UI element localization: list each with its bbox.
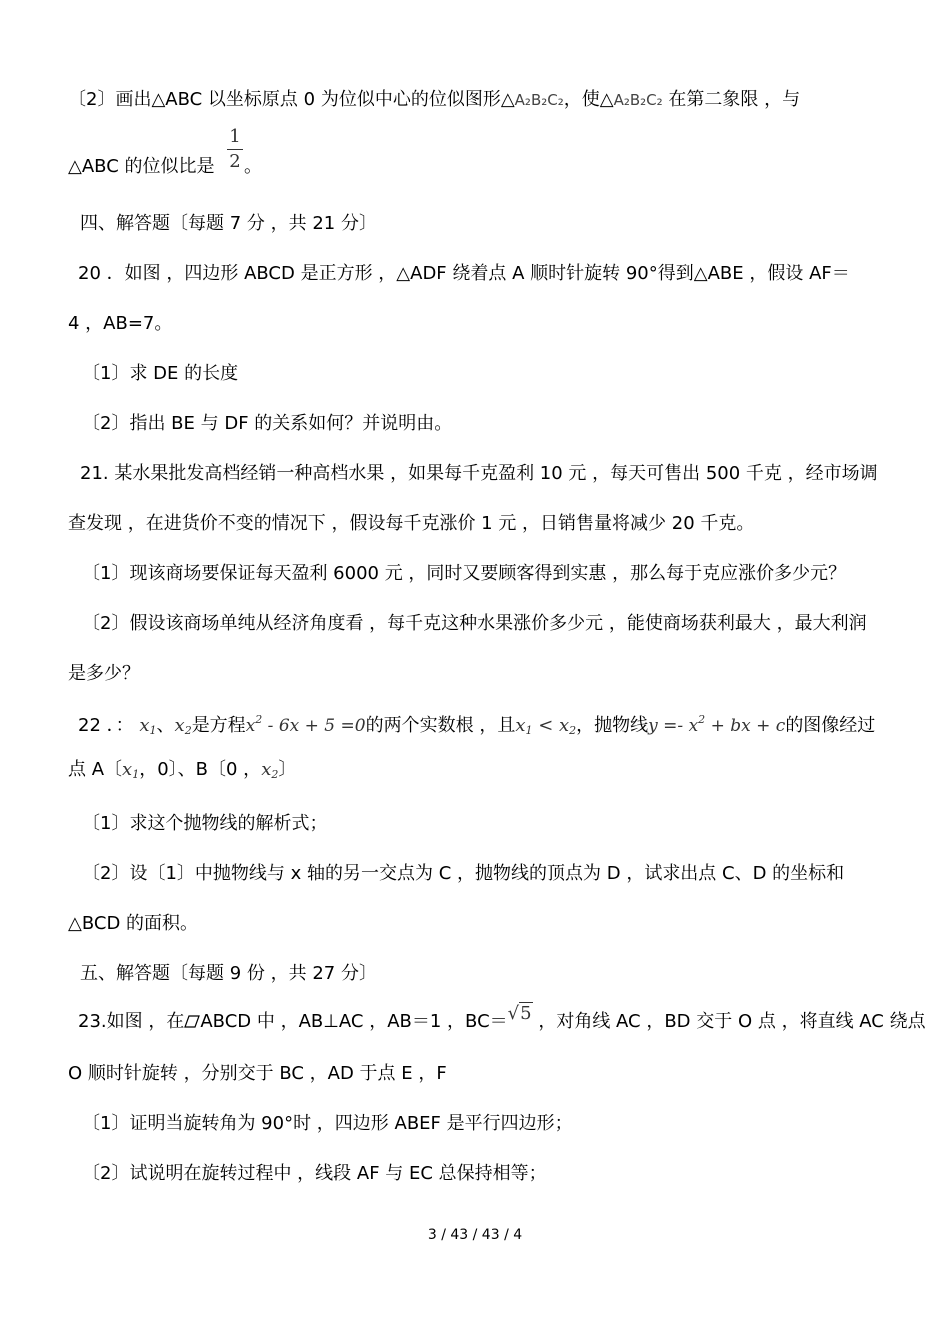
q21-part1: 〔1〕现该商场要保证每天盈利 6000 元 ，同时又要顾客得到实惠 ，那么每于克应涨价多少元？ xyxy=(82,563,847,584)
q22-part1: 〔1〕求这个抛物线的解析式； xyxy=(82,813,328,834)
q22-x2: $x_2$ xyxy=(174,715,192,737)
q21-part2-line1: 〔2〕假设该商场单纯从经济角度看 ，每千克这种水果涨价多少元 ，能使商场获利最大 ，最大利润 xyxy=(82,613,867,634)
q23-line2: O 顺时针旋转 ，分别交于 BC ，AD 于点 E ，F xyxy=(68,1063,447,1084)
q22-point-b-x2: $x_2$ xyxy=(261,759,279,781)
q19-frac-bar xyxy=(227,149,243,150)
q22-line2-text-b: ，0〕、B〔0 ， xyxy=(139,759,262,780)
q20-part1: 〔1〕求 DE 的长度 xyxy=(82,363,239,384)
q23-sqrt5: √5 xyxy=(507,1003,532,1024)
q19-frac-numerator: 1 xyxy=(229,126,241,147)
q19-part2-text-a: 〔2〕画出△ABC 以坐标原点 0 为位似中心的位似图形△ xyxy=(68,89,515,110)
q23-line1-text-c: ，对角线 AC ，BD 交于 O 点 ，将直线 AC 绕点 xyxy=(532,1011,926,1032)
q22-part2-line2: △BCD 的面积。 xyxy=(68,913,199,934)
q22-line2-text-c: 〕 xyxy=(278,759,297,780)
q23-line1-text-b: ABCD 中 ，AB⊥AC ，AB＝1 ，BC＝ xyxy=(200,1011,508,1032)
q19-triangle-name-2: A₂B₂C₂ xyxy=(613,91,663,109)
q21-line2: 查发现 ，在进货价不变的情况下 ，假设每千克涨价 1 元 ，日销售量将减少 20 千克。 xyxy=(68,513,755,534)
q23-line1 xyxy=(78,1003,926,1034)
parallelogram-icon xyxy=(184,1015,200,1028)
q22-text-a: 是方程 xyxy=(191,715,246,736)
q22-equation: $x^2 - 6x + 5 =0$ xyxy=(245,713,366,736)
q22-line2-text-a: 点 A〔 xyxy=(68,759,123,780)
q22-separator: 、 xyxy=(156,715,175,736)
q19-part2-line2 xyxy=(68,155,214,179)
q19-triangle-name-1: A₂B₂C₂ xyxy=(514,91,564,109)
q20-line2: 4 ，AB=7。 xyxy=(68,313,173,334)
q22-text-c: ，抛物线 xyxy=(576,715,649,736)
q22-part2-line1: 〔2〕设〔1〕中抛物线与 x 轴的另一交点为 C ，抛物线的顶点为 D ，试求出点 C、D 的坐标和 xyxy=(82,863,845,884)
q23-line1-text-a: 23.如图 ，在 xyxy=(78,1011,185,1032)
q22-text-d: 的图像经过 xyxy=(785,715,876,736)
q20-part2: 〔2〕指出 BE 与 DF 的关系如何？并说明由。 xyxy=(82,413,453,434)
q22-number: 22 ．： xyxy=(78,715,134,736)
section4-title: 四、解答题〔每题 7 分 ，共 21 分〕 xyxy=(80,213,377,234)
q19-ratio-label: △ABC 的位似比是 xyxy=(68,156,215,177)
q23-part2: 〔2〕试说明在旋转过程中 ，线段 AF 与 EC 总保持相等； xyxy=(82,1163,547,1184)
q19-part2-line1 xyxy=(68,88,800,112)
q22-text-b: 的两个实数根 ，且 xyxy=(365,715,516,736)
q20-line1: 20 ．如图 ，四边形 ABCD 是正方形 ，△ADF 绕着点 A 顺时针旋转 90°得到△ABE ，假设 AF＝ xyxy=(78,263,850,284)
q22-parabola: $y =- x^2$ + bx + c xyxy=(648,713,786,736)
q22-line2 xyxy=(68,758,296,787)
q19-part2-text-b: ，使△ xyxy=(563,89,614,110)
q22-inequality: $x_1 < x_2$ xyxy=(515,715,577,737)
q22-line1 xyxy=(78,708,875,743)
q21-part2-line2: 是多少？ xyxy=(68,663,140,684)
q22-x1: $x_1$ xyxy=(139,715,157,737)
q22-point-a-x1: $x_1$ xyxy=(122,759,140,781)
q19-frac-denominator: 2 xyxy=(229,151,241,172)
q19-part2-text-c: 在第二象限 ，与 xyxy=(662,89,801,110)
q23-part1: 〔1〕证明当旋转角为 90°时 ，四边形 ABEF 是平行四边形； xyxy=(82,1113,573,1134)
page-number: 3 / 43 / 43 / 4 xyxy=(427,1227,523,1243)
q21-line1: 21. 某水果批发高档经销一种高档水果 ，如果每千克盈利 10 元 ，每天可售出 500 千克 ，经市场调 xyxy=(80,463,878,484)
q19-line2-end: 。 xyxy=(244,156,262,177)
section5-title: 五、解答题〔每题 9 份 ，共 27 分〕 xyxy=(80,963,377,984)
